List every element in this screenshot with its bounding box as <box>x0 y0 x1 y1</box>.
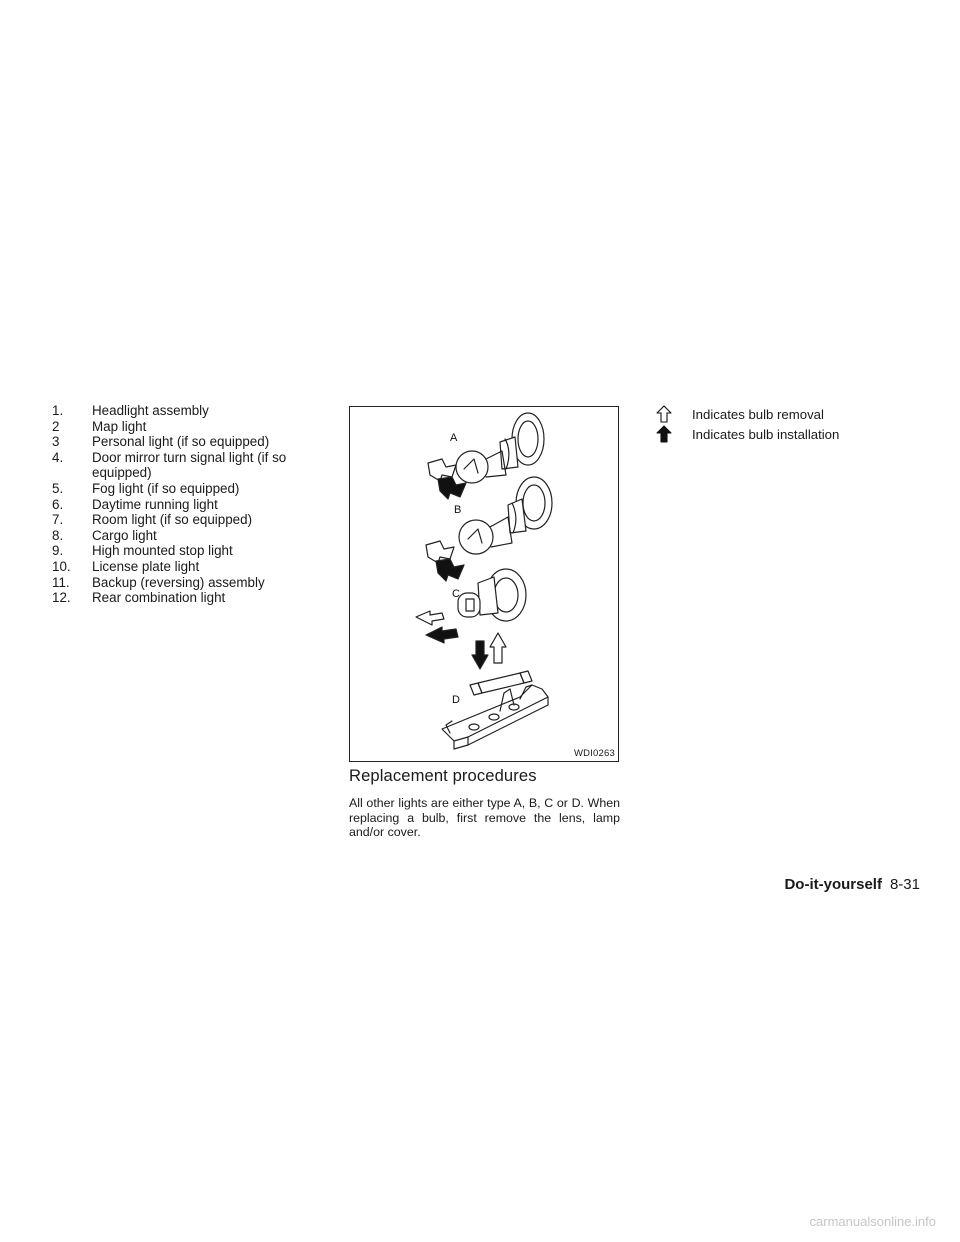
bulb-types-figure <box>349 406 619 762</box>
bulb-location-list <box>52 403 332 606</box>
outline-arrow-up-icon <box>656 405 692 423</box>
list-item-text: High mounted stop light <box>92 543 233 559</box>
list-item-number: 1. <box>52 403 64 418</box>
list-item-number: 2 <box>52 418 60 434</box>
legend-item <box>656 424 936 444</box>
list-item-text: Fog light (if so equipped) <box>92 480 240 496</box>
list-item-text: Personal light (if so equipped) <box>92 434 270 450</box>
section-body: All other lights are either type A, B, C or D. When replacing a bulb, first remove the lens, lamp and/or cover. <box>349 796 620 840</box>
figure-code: WDI0263 <box>573 748 615 759</box>
list-item-text: License plate light <box>92 558 200 574</box>
list-item-number: 3 <box>52 434 60 450</box>
bulb-b-drawing <box>459 477 552 554</box>
bulb-c-arrows <box>416 611 458 643</box>
list-item <box>52 512 332 528</box>
list-item-number: 11. <box>52 574 70 590</box>
list-item-text: Backup (reversing) assembly <box>92 574 265 590</box>
list-item <box>52 590 332 606</box>
list-item-number: 9. <box>52 543 64 559</box>
label-c: C <box>452 588 460 600</box>
list-item <box>52 434 332 450</box>
list-item-number: 7. <box>52 512 64 528</box>
list-item <box>52 403 332 419</box>
list-item-text: Daytime running light <box>92 496 218 512</box>
list-item-number: 6. <box>52 496 64 512</box>
label-d: D <box>452 694 460 706</box>
list-item <box>52 419 332 435</box>
bulb-d-arrows <box>472 633 506 669</box>
legend-text: Indicates bulb removal <box>692 406 824 422</box>
bulb-d-drawing <box>442 671 548 749</box>
page-footer <box>784 876 920 893</box>
page-number: 8-31 <box>889 876 920 893</box>
list-item <box>52 575 332 591</box>
label-a: A <box>450 432 458 444</box>
bulb-a-drawing <box>456 413 544 483</box>
list-item-number: 8. <box>52 527 64 543</box>
bulb-illustration <box>350 407 618 761</box>
list-item-text: Headlight assembly <box>92 403 209 418</box>
legend-item <box>656 404 936 424</box>
legend-text: Indicates bulb installation <box>692 426 840 442</box>
bulb-b-arrows <box>426 541 464 581</box>
label-b: B <box>454 504 462 516</box>
list-item-text: Map light <box>92 418 147 434</box>
list-item-text: Cargo light <box>92 527 157 543</box>
list-item <box>52 497 332 513</box>
watermark: carmanualsonline.info <box>809 1214 936 1229</box>
bulb-c-drawing <box>458 569 526 621</box>
filled-arrow-up-icon <box>656 425 692 443</box>
footer-section-title: Do-it-yourself <box>784 876 882 893</box>
list-item-number: 10. <box>52 558 71 574</box>
list-item <box>52 559 332 575</box>
list-item-text: Room light (if so equipped) <box>92 512 253 528</box>
list-item <box>52 450 332 481</box>
section-heading: Replacement procedures <box>349 766 537 785</box>
list-item <box>52 528 332 544</box>
list-item-number: 12. <box>52 590 71 606</box>
list-item <box>52 481 332 497</box>
list-item-text: Rear combination light <box>92 590 226 606</box>
list-item <box>52 543 332 559</box>
arrow-legend <box>656 404 936 444</box>
list-item-number: 4. <box>52 449 64 465</box>
list-item-text: Door mirror turn signal light (if so equipped) <box>92 449 287 481</box>
list-item-number: 5. <box>52 480 64 496</box>
